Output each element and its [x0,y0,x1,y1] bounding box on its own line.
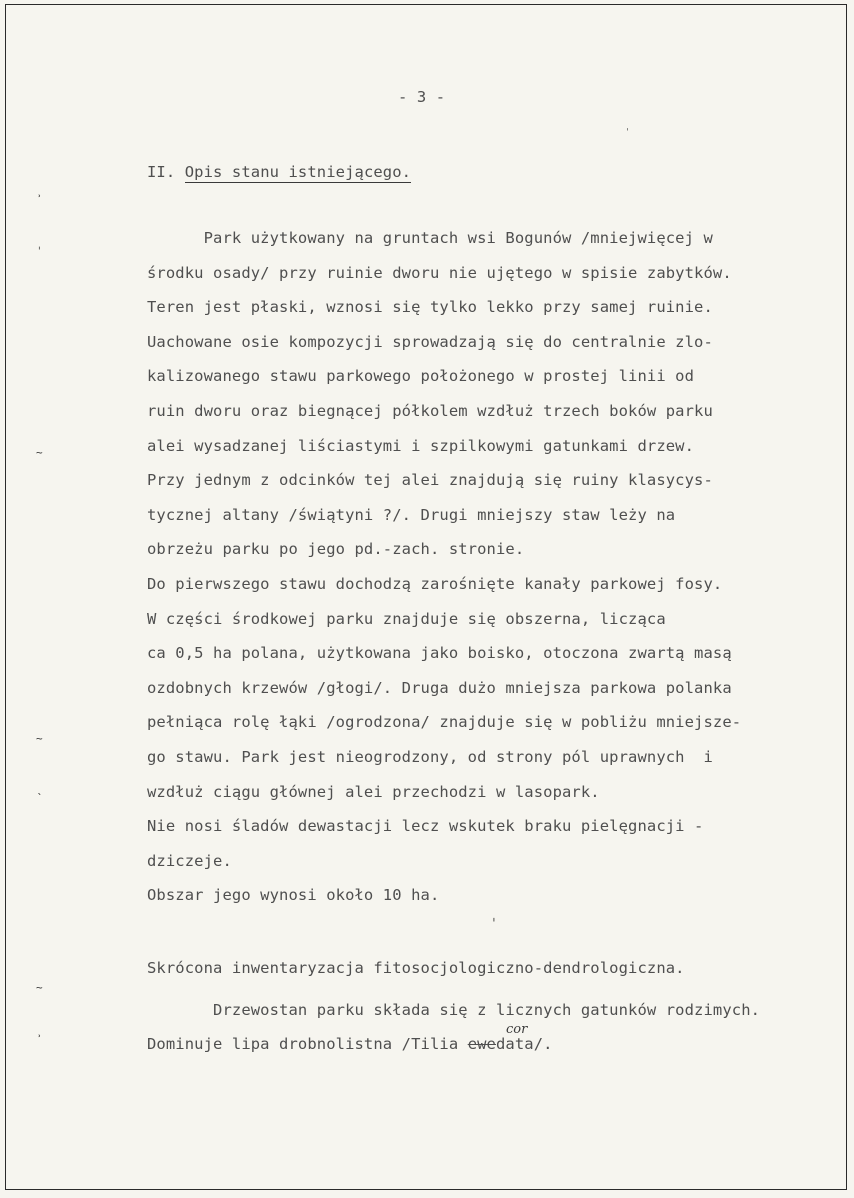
body-line: Przy jednym z odcinków tej alei znajdują się ruiny klasycys- [147,471,713,489]
page-number: - 3 - [398,88,446,106]
margin-mark: ~ [36,732,43,745]
body-line: alei wysadzanej liściastymi i szpilkowymi gatunkami drzew. [147,437,695,455]
body-line: obrzeżu parku po jego pd.-zach. stronie. [147,540,525,558]
margin-mark: ˈ [625,128,631,138]
margin-mark: ˒ [36,190,43,203]
body-line: W części środkowej parku znajduje się obszerna, licząca [147,610,666,628]
inventory-line-2-prefix: Dominuje lipa drobnolistna /Tilia [147,1035,468,1053]
body-line: ca 0,5 ha polana, użytkowana jako boisko, otoczona zwartą masą [147,644,732,662]
inventory-heading: Skrócona inwentaryzacja fitosocjologiczno-dendrologiczna. [147,959,685,977]
body-line: tycznej altany /świątyni ?/. Drugi mniejszy staw leży na [147,506,676,524]
inventory-line-1: Drzewostan parku składa się z licznych gatunków rodzimych. [147,1001,761,1019]
margin-mark: ˒ [36,1030,43,1043]
body-line: pełniąca rolę łąki /ogrodzona/ znajduje się w pobliżu mniejsze- [147,713,742,731]
body-line: Teren jest płaski, wznosi się tylko lekko przy samej ruinie. [147,298,713,316]
margin-mark: ~ [36,981,43,994]
handwritten-correction: cor [506,1022,528,1037]
section-heading [147,160,411,184]
body-line: Nie nosi śladów dewastacji lecz wskutek braku pielęgnacji - [147,817,704,835]
body-line: Park użytkowany na gruntach wsi Bogunów /mniejwięcej w [147,229,713,247]
inventory-line-2 [147,1032,553,1056]
struck-text: ewe [467,1035,496,1053]
inventory-line-2-suffix: data/. [495,1035,553,1053]
body-line: kalizowanego stawu parkowego położonego w prostej linii od [147,367,695,385]
body-line: wzdłuż ciągu głównej alei przechodzi w lasopark. [147,783,600,801]
margin-mark: ˈ [490,917,498,932]
body-line: ozdobnych krzewów /głogi/. Druga dużo mniejsza parkowa polanka [147,679,732,697]
body-line: go stawu. Park jest nieogrodzony, od strony pól uprawnych i [147,748,713,766]
body-line: Uachowane osie kompozycji sprowadzają się do centralnie zlo- [147,333,713,351]
body-line: Obszar jego wynosi około 10 ha. [147,886,440,904]
margin-mark: ~ [36,446,43,459]
section-number: II. [147,163,176,181]
body-line: Do pierwszego stawu dochodzą zarośnięte kanały parkowej fosy. [147,575,723,593]
body-line: dziczeje. [147,852,232,870]
body-line: ruin dworu oraz biegnącej półkolem wzdłuż trzech boków parku [147,402,713,420]
margin-mark: ˎ [36,782,43,795]
section-title: Opis stanu istniejącego. [184,163,412,181]
body-line: środku osady/ przy ruinie dworu nie ujętego w spisie zabytków. [147,264,732,282]
margin-mark: ˌ [36,238,43,251]
